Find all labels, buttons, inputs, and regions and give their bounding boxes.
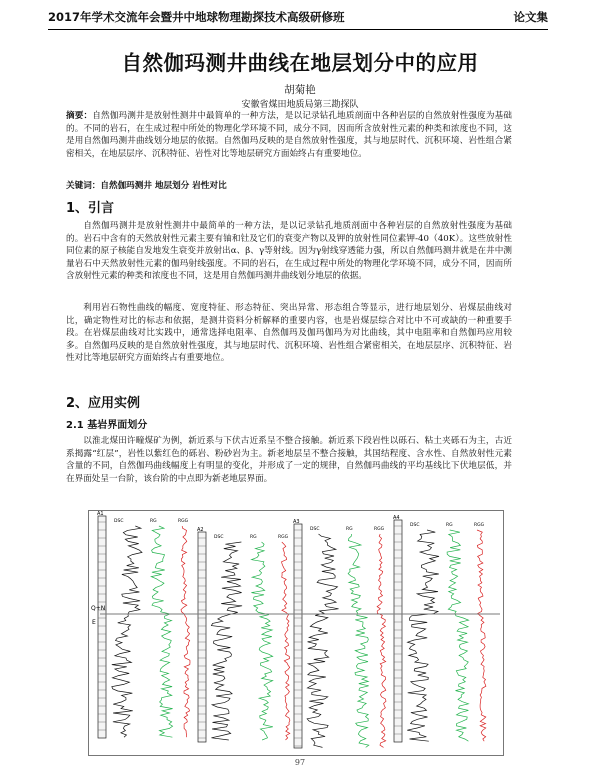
running-header <box>48 9 548 25</box>
dsc-resistivity-curve <box>307 534 339 747</box>
rgg-gamma-gamma-curve <box>477 530 486 741</box>
subsection-heading-bedrock: 2.1 基岩界面划分 <box>66 420 148 431</box>
curve-label: DSC <box>410 523 420 528</box>
rgg-gamma-gamma-curve <box>377 534 386 747</box>
abstract-label: 摘要： <box>66 111 93 121</box>
curve-label: RG <box>346 527 353 532</box>
author: 胡菊艳 <box>284 84 316 96</box>
well-name: A1 <box>97 511 104 517</box>
keywords-text: 自然伽玛测井 地层划分 岩性对比 <box>100 181 227 191</box>
rg-gamma-curve <box>251 542 273 740</box>
curve-label: DSC <box>310 527 320 532</box>
keywords <box>66 180 512 193</box>
lithology-column <box>394 520 402 742</box>
dsc-resistivity-curve <box>112 526 142 737</box>
bedrock-paragraph: 以淮北煤田许疃煤矿为例，新近系与下伏古近系呈不整合接触。新近系下段岩性以砾石、粘土夹砾石为主，古近系揭露“红层”，岩性以紫红色的砾岩、粉砂岩为主。新老地层呈不整合接触，其国结程度、含水性、自然放射性元素含量的不同，自然伽玛曲线幅度上有明显的变化，并形成了一定的规律，自然伽玛曲线的平均基线比下伏地层低，并在界面处呈一台阶，该台阶的中点即为新老地层界面。 <box>66 436 512 484</box>
curve-label: DSC <box>214 535 224 540</box>
section-heading-introduction: 1、引言 <box>66 201 115 216</box>
section-heading-examples: 2、应用实例 <box>66 396 141 411</box>
curve-label: RG <box>250 535 257 540</box>
header-conference: 2017年学术交流年会暨井中地球物理勘探技术高级研修班 <box>48 10 345 24</box>
keywords-label: 关键词： <box>66 181 101 191</box>
lithology-column <box>198 532 206 742</box>
header-rule <box>48 29 548 30</box>
well-name: A2 <box>197 527 204 533</box>
curve-label: RGG <box>474 523 485 528</box>
well-name: A3 <box>293 519 300 525</box>
intro-paragraph-2: 利用岩石物性曲线的幅度、宽度特征、形态特征、突出异常、形态组合等显示，进行地层划分、岩煤层曲线对比，确定物性对比的标志和依据，是测井资料分析解释的重要内容，也是岩煤层综合对比中不可或缺的一种重要手段。在岩煤层曲线对比实践中，通常选择电阻率、自然伽玛及伽玛伽玛为对比曲线，其中电阻率和自然伽玛应用较多。自然伽玛反映的是自然放射性强度，其与地层时代、沉积环境、岩性组合紧密相关，在地层层序、沉积特征、岩性对比等地层研究方面始终占有重要地位。 <box>66 303 512 364</box>
intro-paragraph-1: 自然伽玛测井是放射性测井中最简单的一种方法，是以记录钻孔地质剖面中各种岩层的自然放射性强度为基础的。岩石中含有的天然放射性元素主要有铀和钍及它们的衰变产物以及钾的放射性同位素钾-40（40K）。这些放射性同位素的原子核能自发地发生衰变并放射出α、β、γ等射线。因为γ射线穿透能力强，所以自然伽玛测井就是在井中测量岩石中天然放射性元素的伽玛射线强度。不同的岩石，在生成过程中所处的物理化学环境不同，成分不同，因而所含放射性元素的种类和浓度也不同，这是用自然伽玛测井曲线划分地层的依据。 <box>66 221 512 282</box>
well-log-correlation-figure <box>88 510 504 756</box>
curve-label: DSC <box>114 519 124 524</box>
dsc-resistivity-curve <box>407 530 439 741</box>
curve-label: RG <box>150 519 157 524</box>
lithology-column <box>294 524 302 748</box>
affiliation: 安徽省煤田地质局第三勘探队 <box>241 100 359 110</box>
rg-gamma-curve <box>348 534 369 747</box>
header-section: 论文集 <box>513 10 548 24</box>
boundary-label-upper: Q+N <box>91 605 106 612</box>
curve-label: RGG <box>374 527 385 532</box>
rg-gamma-curve <box>447 530 469 741</box>
page-number: 97 <box>294 758 306 767</box>
page-title: 自然伽玛测井曲线在地层划分中的应用 <box>121 51 479 75</box>
curve-label: RG <box>446 523 453 528</box>
curve-label: RGG <box>178 519 189 524</box>
lithology-column <box>98 516 106 738</box>
well-name: A4 <box>393 515 400 521</box>
curve-label: RGG <box>278 535 289 540</box>
rg-gamma-curve <box>151 526 172 737</box>
rgg-gamma-gamma-curve <box>181 526 190 737</box>
abstract <box>66 110 512 160</box>
dsc-resistivity-curve <box>211 542 242 740</box>
boundary-label-lower: E <box>92 619 96 626</box>
abstract-text: 自然伽玛测井是放射性测井中最简单的一种方法，是以记录钻孔地质剖面中各种岩层的自然放射性强度为基础的。不同的岩石，在生成过程中所处的物理化学环境不同，成分不同，因而所含放射性元素的种类和浓度也不同，这是用自然伽玛测井曲线划分地层的依据。自然伽玛反映的是自然放射性强度，其与地层时代、沉积环境、岩性组合紧密相关，在地层层序、沉积特征、岩性对比等地层研究方面始终占有重要地位。 <box>66 111 512 159</box>
rgg-gamma-gamma-curve <box>282 542 290 740</box>
